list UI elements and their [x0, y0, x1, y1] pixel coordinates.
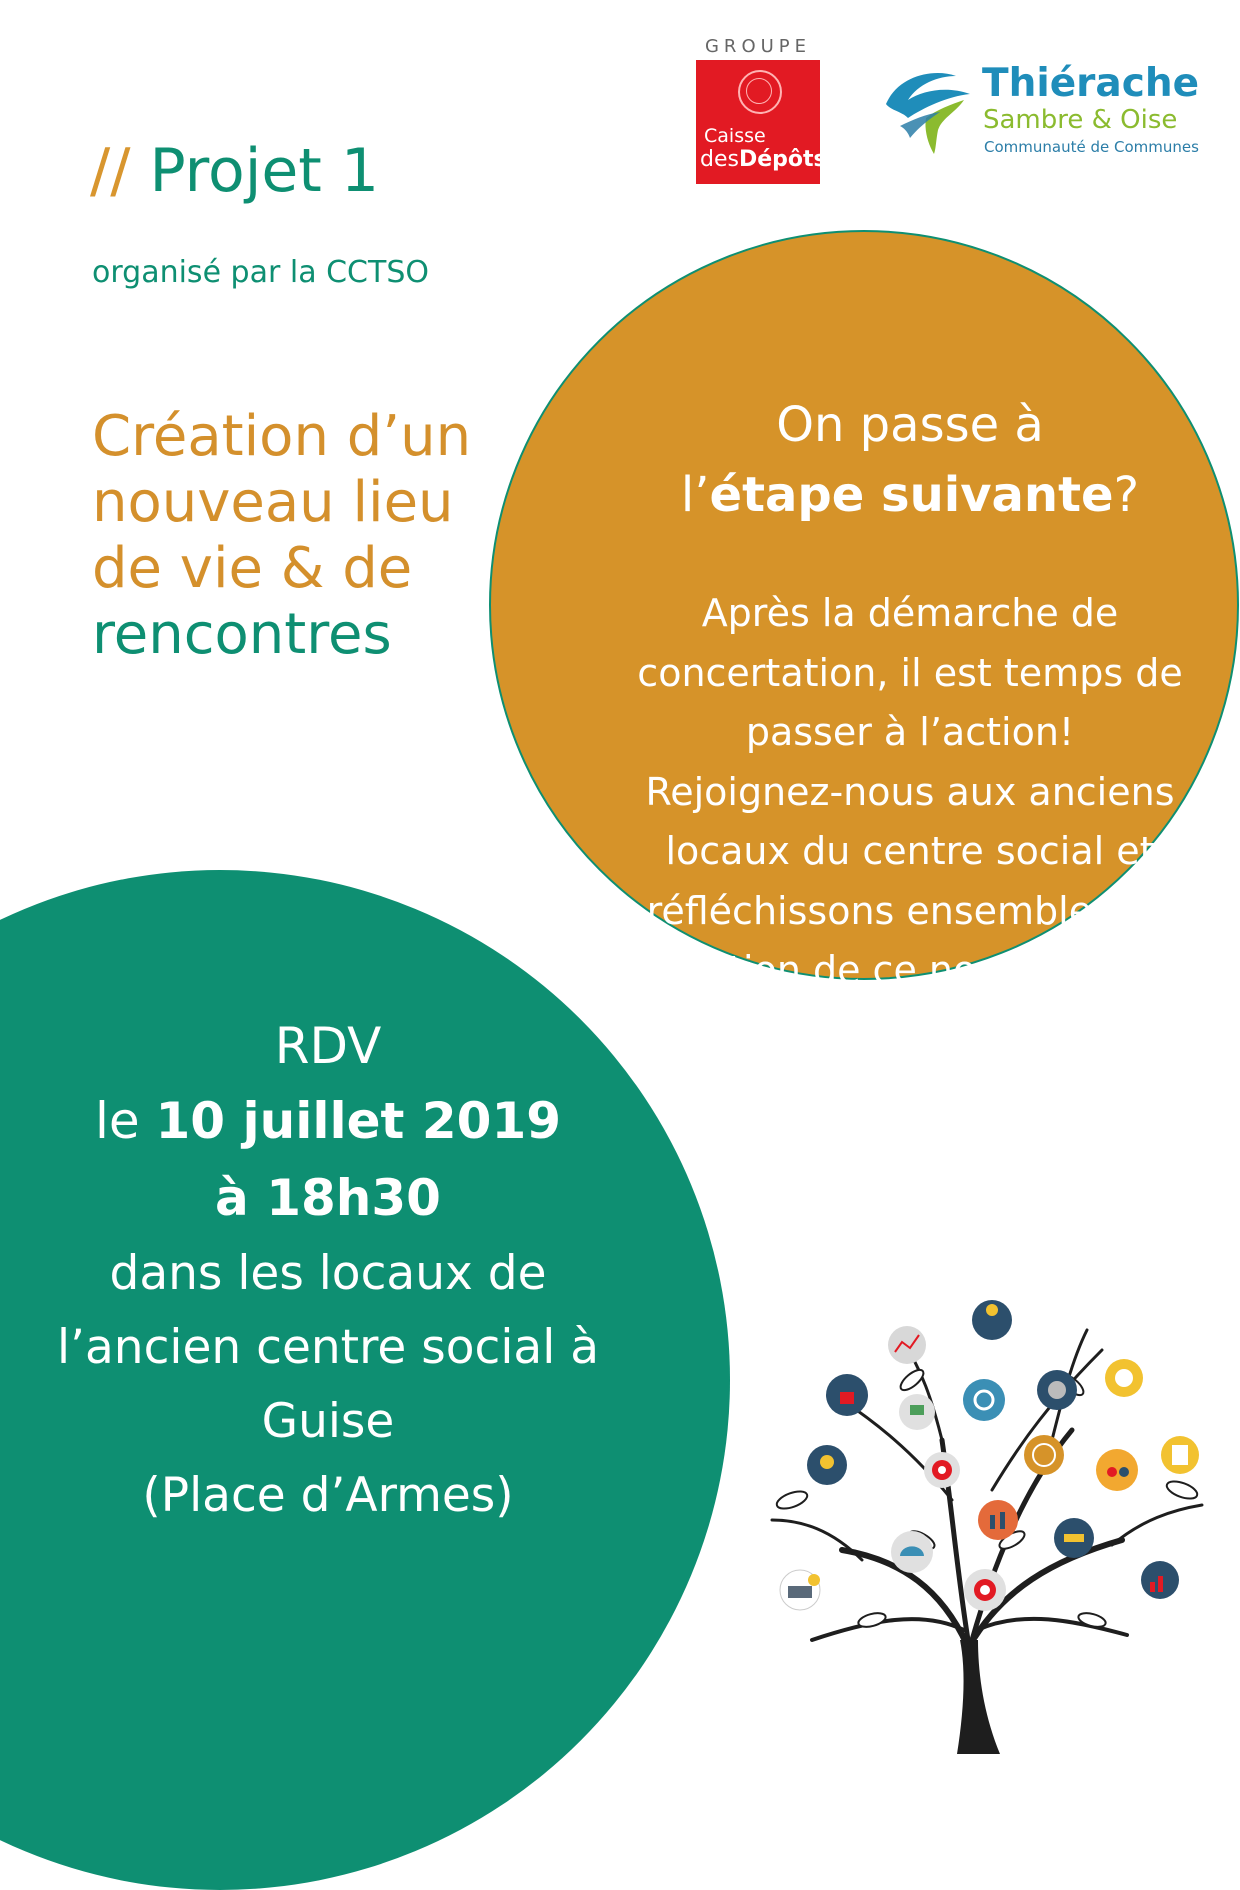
- paragraph-line: Rejoignez-nous aux anciens: [645, 769, 1175, 814]
- tree-icons: [780, 1300, 1199, 1611]
- question-line-1: On passe à: [776, 397, 1044, 453]
- green-circle-text: [28, 1010, 628, 1533]
- orange-paragraph: [580, 584, 1240, 1060]
- tso-name: Thiérache: [982, 61, 1200, 106]
- tso-subtitle: Sambre & Oise: [983, 105, 1178, 135]
- paragraph-line: de vie!: [844, 1007, 976, 1052]
- location-line: (Place d’Armes): [142, 1468, 514, 1523]
- seal-icon: [738, 70, 782, 114]
- event-title-line: Création d’un: [92, 404, 472, 469]
- tso-community-label: Communauté de Communes: [984, 138, 1199, 156]
- event-title-line: de vie & de: [92, 536, 413, 601]
- paragraph-line: passer à l’action!: [745, 710, 1075, 754]
- location-line: l’ancien centre social à: [57, 1320, 599, 1375]
- tree-icon: [752, 1290, 1227, 1754]
- paragraph-line: locaux du centre social et: [665, 829, 1155, 873]
- paragraph-line: Après la démarche de: [701, 591, 1119, 635]
- event-title-last: rencontres: [92, 602, 392, 667]
- project-title: [90, 135, 379, 207]
- location-line: dans les locaux de: [109, 1246, 547, 1301]
- cdc-red-box: [696, 60, 827, 184]
- project-name: Projet 1: [149, 136, 380, 206]
- thierache-logo: [878, 56, 1208, 166]
- rdv-label: RDV: [274, 1017, 382, 1075]
- location-line: Guise: [261, 1394, 395, 1449]
- question-line-2: l’étape suivante?: [680, 467, 1140, 523]
- paragraph-line: création de ce nouveau lieu: [645, 948, 1175, 992]
- event-title: [92, 404, 552, 668]
- event-time: à 18h30: [215, 1169, 441, 1227]
- cdc-caisse-label: Caisse: [704, 125, 766, 147]
- caisse-des-depots-logo: [688, 36, 828, 186]
- tso-mark-icon: [878, 56, 978, 156]
- cdc-des-depots-label: desDépôts: [700, 147, 827, 172]
- orange-circle-text: [580, 390, 1240, 1060]
- title-slashes: //: [90, 136, 131, 206]
- organizer-line: organisé par la CCTSO: [92, 255, 429, 290]
- event-title-line: nouveau lieu: [92, 470, 454, 535]
- event-date: le 10 juillet 2019: [94, 1092, 562, 1150]
- location-paragraph: [28, 1237, 628, 1533]
- paragraph-line: concertation, il est temps de: [637, 650, 1183, 695]
- cdc-groupe-label: GROUPE: [704, 36, 812, 57]
- paragraph-line: réfléchissons ensemble à la: [646, 888, 1174, 933]
